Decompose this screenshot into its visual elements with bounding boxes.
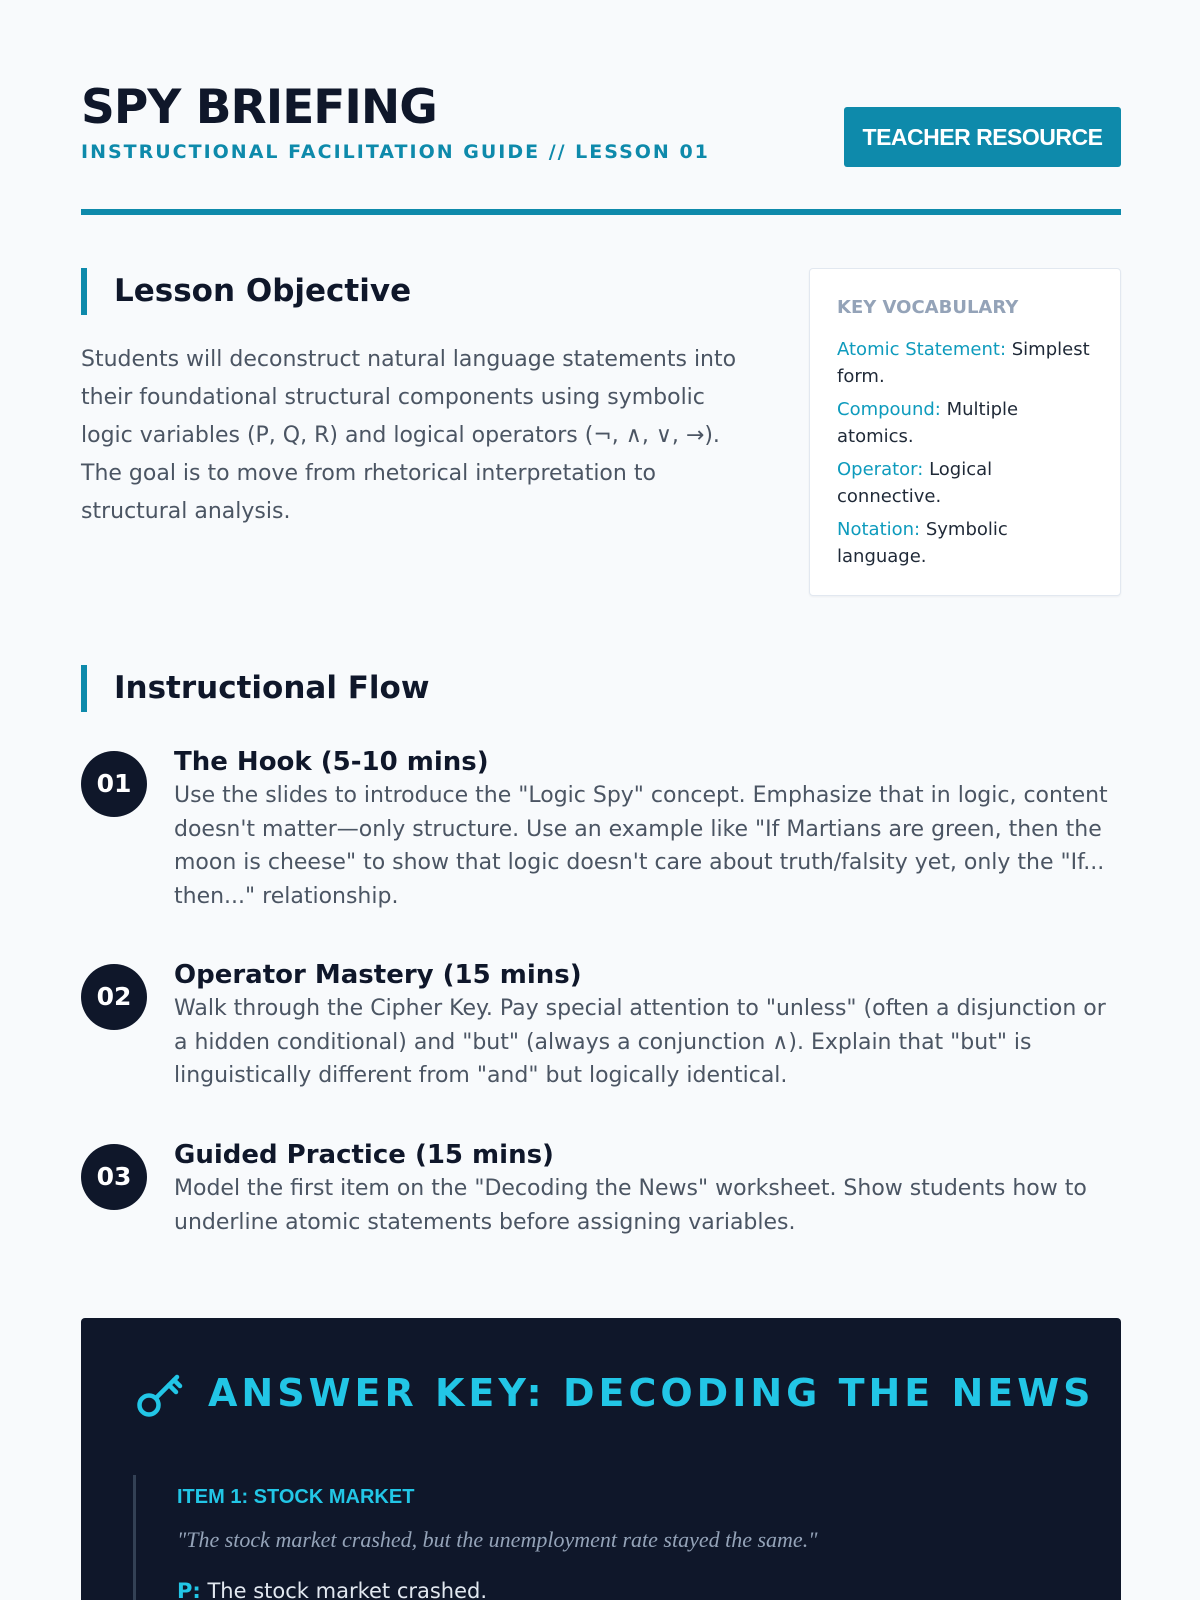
step-text: Use the slides to introduce the "Logic Spy" concept. Emphasize that in logic, content doesn't matter—only structure. Use an example like "If Martians are green, then the moon is cheese" to show that logic doesn't care about truth/falsity yet, only the "If... then..." relationship. (174, 783, 1108, 909)
step-body (174, 747, 1121, 913)
answer-item-label: ITEM 1: STOCK MARKET (177, 1486, 415, 1508)
page-title: SPY BRIEFING (81, 80, 437, 135)
step-number-badge: 03 (81, 1144, 147, 1210)
page (81, 0, 1121, 1600)
step-body (174, 960, 1121, 1093)
vocab-definition: Multiple atomics. (837, 399, 1019, 447)
step-title: Operator Mastery (15 mins) (174, 960, 582, 990)
step-title: Guided Practice (15 mins) (174, 1140, 554, 1170)
answer-item-proposition (177, 1577, 1073, 1600)
vocab-definition: Logical connective. (837, 459, 993, 507)
vocab-item (837, 396, 1094, 450)
vocab-term: Operator: (837, 459, 924, 480)
vocab-term: Atomic Statement: (837, 339, 1007, 360)
vocab-term: Compound: (837, 399, 941, 420)
answer-item-quote: "The stock market crashed, but the unemployment rate stayed the same." (177, 1527, 818, 1552)
instructional-flow-heading: Instructional Flow (81, 665, 430, 712)
lesson-objective-heading: Lesson Objective (81, 268, 411, 315)
lesson-objective-text: Students will deconstruct natural language statements into their foundational structural components using symbolic logic variables (P, Q, R) and logical operators (¬, ∧, ∨, →). The goal is to move from rhetorical interpretation to structural analysis. (81, 347, 737, 524)
step-text: Model the first item on the "Decoding the News" worksheet. Show students how to underline atomic statements before assigning variables. (174, 1176, 1087, 1235)
step-body (174, 1140, 1121, 1239)
page-header (81, 0, 1121, 215)
teacher-resource-button[interactable]: TEACHER RESOURCE (844, 107, 1121, 167)
step-number-badge: 01 (81, 751, 147, 817)
answer-key-panel (81, 1318, 1121, 1600)
vocab-item (837, 336, 1094, 390)
answer-item (133, 1475, 1073, 1600)
key-vocabulary-title: KEY VOCABULARY (837, 297, 1019, 318)
proposition-text: The stock market crashed. (207, 1579, 488, 1600)
vocab-item (837, 516, 1094, 570)
step-text: Walk through the Cipher Key. Pay special attention to "unless" (often a disjunction or a hidden conditional) and "but" (always a conjunction ∧). Explain that "but" is linguistically different from "and" but logically identical. (174, 996, 1106, 1088)
vocab-definition: Simplest form. (837, 339, 1090, 387)
key-icon (135, 1370, 185, 1420)
key-vocabulary-card (809, 268, 1121, 596)
proposition-variable: P: (177, 1579, 201, 1600)
page-subtitle: INSTRUCTIONAL FACILITATION GUIDE // LESSON 01 (81, 141, 710, 163)
vocab-definition: Symbolic language. (837, 519, 1008, 567)
vocab-item (837, 456, 1094, 510)
step-number-badge: 02 (81, 964, 147, 1030)
answer-key-title: ANSWER KEY: DECODING THE NEWS (208, 1371, 1095, 1415)
step-title: The Hook (5-10 mins) (174, 747, 489, 777)
vocab-term: Notation: (837, 519, 921, 540)
